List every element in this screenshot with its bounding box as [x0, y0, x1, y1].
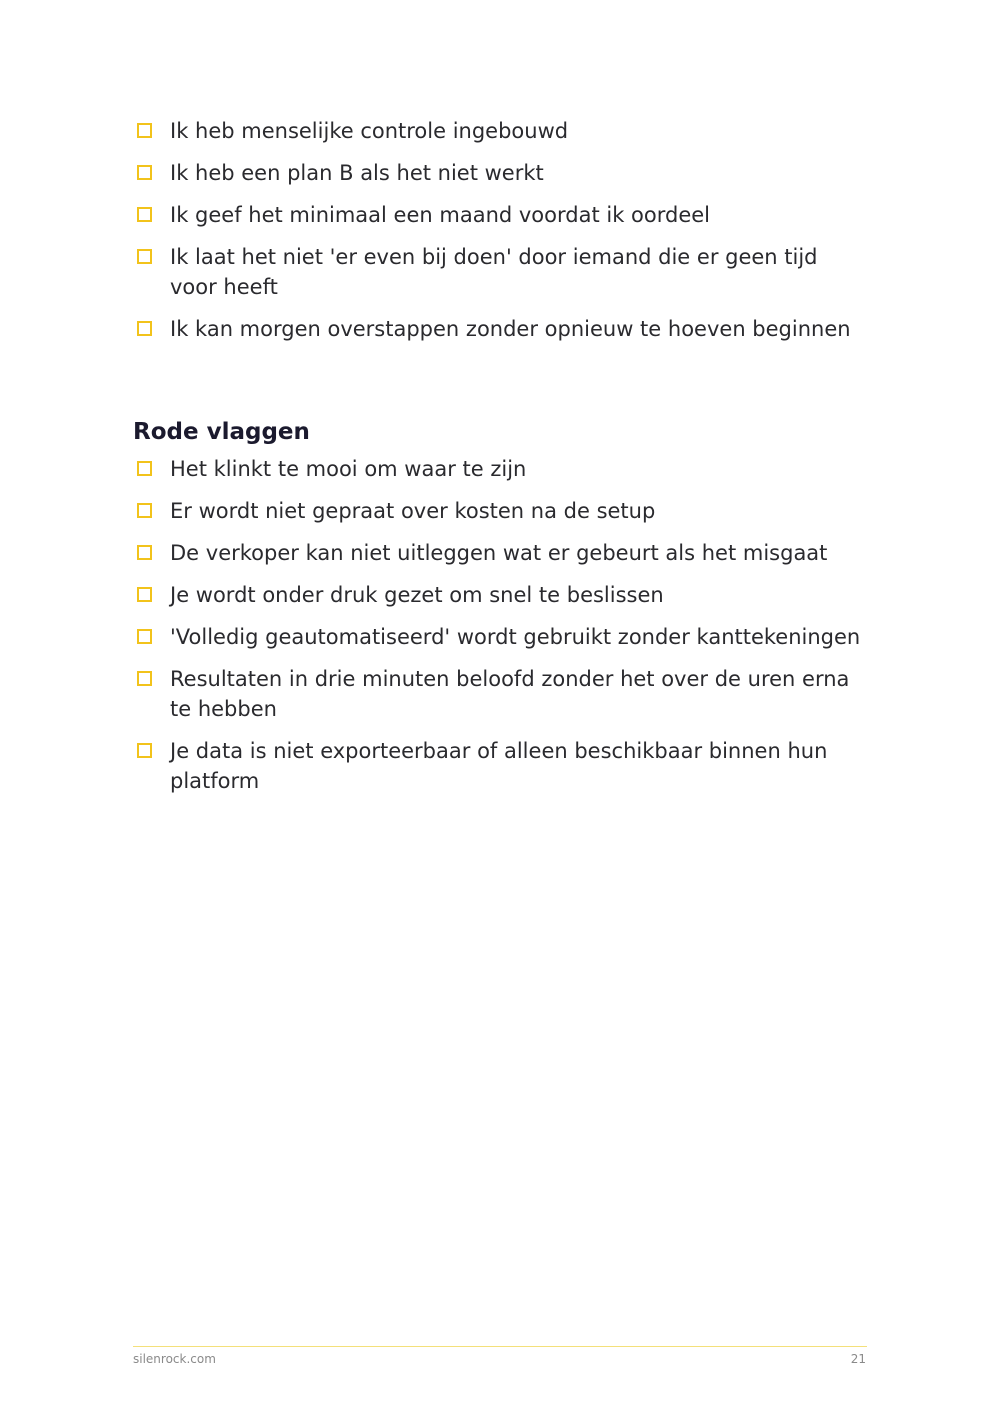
footer-divider: [133, 1346, 867, 1347]
checkbox-icon[interactable]: [137, 321, 152, 336]
checklist-item: [133, 200, 863, 230]
checklist-item: [133, 580, 863, 610]
checklist-item-label: Ik geef het minimaal een maand voordat ik oordeel: [170, 203, 711, 227]
checklist-item-label: Ik kan morgen overstappen zonder opnieuw te hoeven beginnen: [170, 317, 851, 341]
checklist-item: [133, 314, 863, 344]
checklist-item: [133, 158, 863, 188]
checklist-item: [133, 116, 863, 146]
checklist-item: [133, 538, 863, 568]
checklist-item-label: 'Volledig geautomatiseerd' wordt gebruikt zonder kanttekeningen: [170, 625, 861, 649]
checklist-item: [133, 242, 863, 302]
checkbox-icon[interactable]: [137, 249, 152, 264]
checklist-item-label: Ik laat het niet 'er even bij doen' door iemand die er geen tijd voor heeft: [170, 245, 818, 299]
checklist-item-label: Resultaten in drie minuten beloofd zonder het over de uren erna te hebben: [170, 667, 850, 721]
checklist-item: [133, 736, 863, 796]
checklist-item-label: Het klinkt te mooi om waar te zijn: [170, 457, 527, 481]
checkbox-icon[interactable]: [137, 165, 152, 180]
checklist-item-label: Je data is niet exporteerbaar of alleen beschikbaar binnen hun platform: [170, 739, 828, 793]
footer-site: silenrock.com: [133, 1352, 216, 1366]
checkbox-icon[interactable]: [137, 545, 152, 560]
checkbox-icon[interactable]: [137, 743, 152, 758]
checklist-item: [133, 622, 863, 652]
checkbox-icon[interactable]: [137, 461, 152, 476]
checklist-item-label: Ik heb menselijke controle ingebouwd: [170, 119, 569, 143]
checklist-top: [133, 116, 863, 356]
checkbox-icon[interactable]: [137, 671, 152, 686]
checklist-item: [133, 664, 863, 724]
checkbox-icon[interactable]: [137, 587, 152, 602]
page-number: 21: [850, 1352, 866, 1366]
checklist-item-label: Je wordt onder druk gezet om snel te beslissen: [170, 583, 664, 607]
checklist-item: [133, 454, 863, 484]
checklist-item-label: Er wordt niet gepraat over kosten na de setup: [170, 499, 656, 523]
checkbox-icon[interactable]: [137, 123, 152, 138]
checklist-item-label: De verkoper kan niet uitleggen wat er gebeurt als het misgaat: [170, 541, 828, 565]
section-heading-red-flags: Rode vlaggen: [133, 419, 310, 445]
checklist-red-flags: [133, 454, 863, 808]
checklist-item-label: Ik heb een plan B als het niet werkt: [170, 161, 544, 185]
checkbox-icon[interactable]: [137, 629, 152, 644]
checkbox-icon[interactable]: [137, 503, 152, 518]
checklist-item: [133, 496, 863, 526]
checkbox-icon[interactable]: [137, 207, 152, 222]
